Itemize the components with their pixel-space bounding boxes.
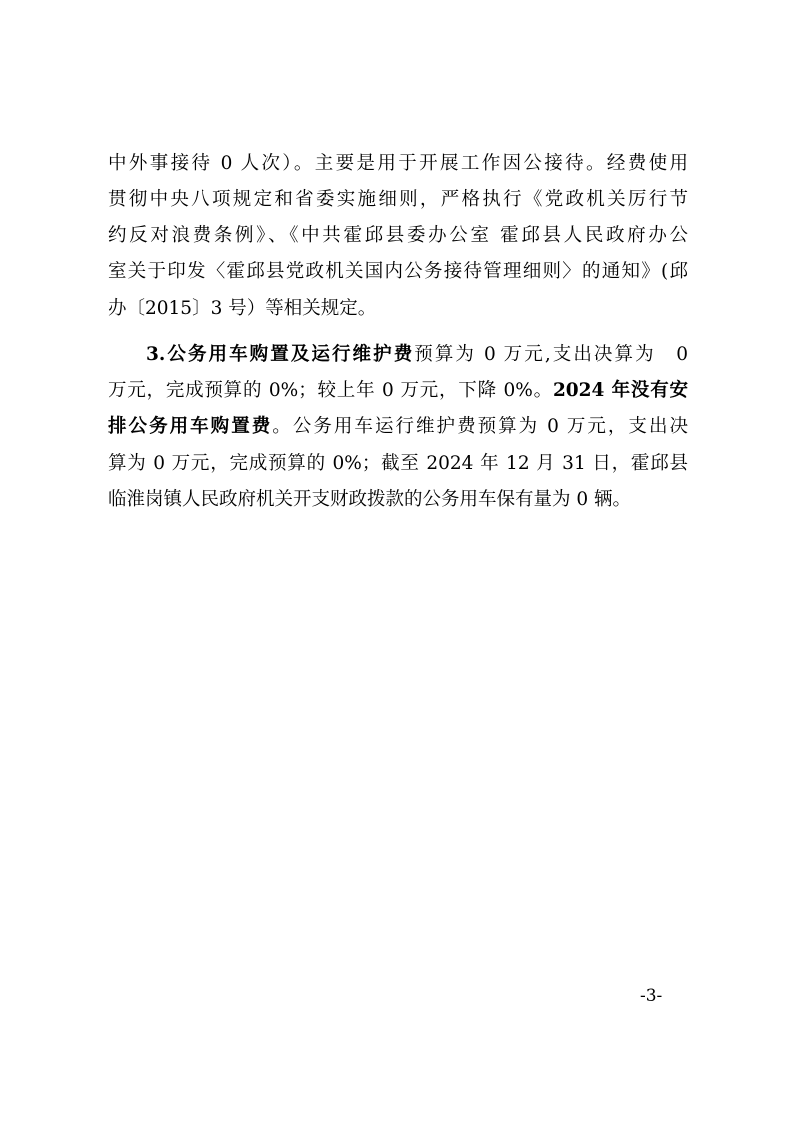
section-heading: 3.公务用车购置及运行维护费 <box>146 344 415 365</box>
bold-text-span: 2024 年没有安 <box>552 380 688 401</box>
text-line: 办〔2015〕3 号）等相关规定。 <box>108 298 377 319</box>
text-line: 贯彻中央八项规定和省委实施细则，严格执行《党政机关厉行节 <box>108 189 688 210</box>
text-line <box>108 376 688 406</box>
text-line <box>146 340 688 370</box>
text-line: 算为 0 万元，完成预算的 0%；截至 2024 年 12 月 31 日，霍邱县 <box>108 453 688 474</box>
text-line <box>108 412 688 442</box>
text-span: 万元，完成预算的 0%；较上年 0 万元，下降 0%。 <box>108 380 553 401</box>
text-line: 中外事接待 0 人次）。主要是用于开展工作因公接待。经费使用 <box>108 153 688 174</box>
text-span: 预算为 0 万元,支出决算为 0 <box>414 344 688 365</box>
text-line: 约反对浪费条例》、《中共霍邱县委办公室 霍邱县人民政府办公 <box>108 225 688 246</box>
text-line: 室关于印发〈霍邱县党政机关国内公务接待管理细则〉的通知》(邱 <box>108 261 688 282</box>
text-span: 。公务用车运行维护费预算为 0 万元，支出决 <box>272 416 688 437</box>
bold-text-span: 排公务用车购置费 <box>108 416 273 437</box>
text-line: 临淮岗镇人民政府机关开支财政拨款的公务用车保有量为 0 辆。 <box>108 489 632 510</box>
page-number: -3- <box>640 986 663 1006</box>
